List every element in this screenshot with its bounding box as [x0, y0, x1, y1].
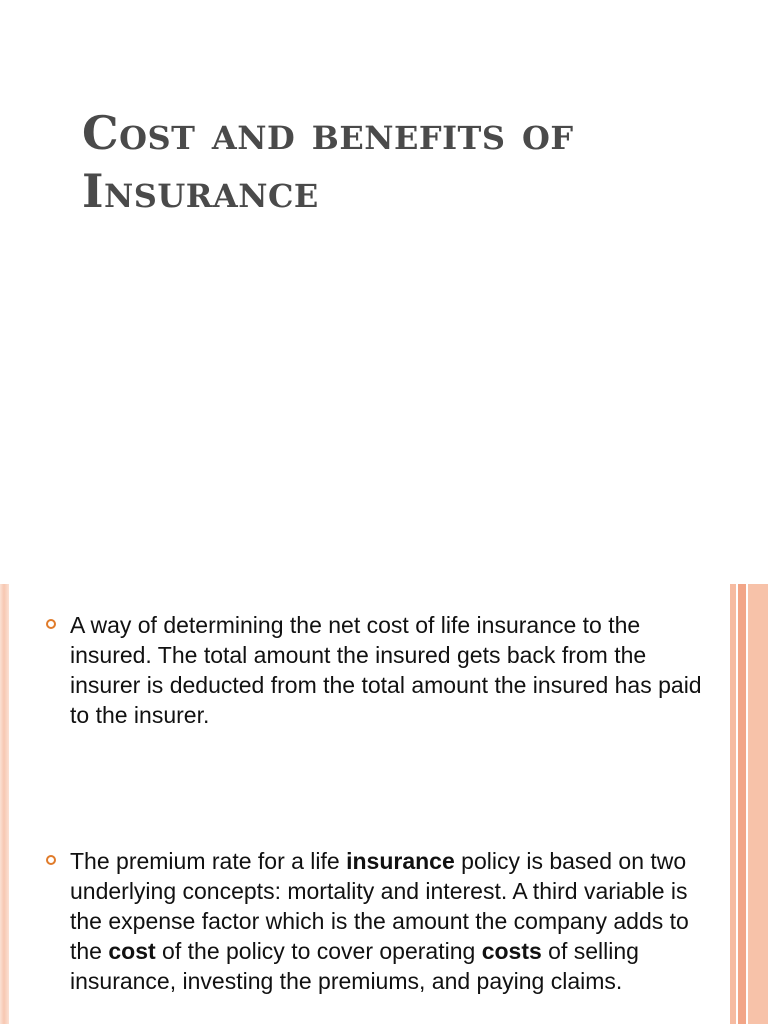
- bullet-item-net-cost: [46, 610, 706, 730]
- bullet-item-premium-rate: [46, 846, 706, 996]
- text-segment: The premium rate for a life: [70, 848, 347, 874]
- right-decorative-stripes: [728, 584, 768, 1024]
- bullet-circle-icon: [46, 619, 56, 629]
- left-decorative-border: [0, 584, 9, 1024]
- text-segment: of selling insurance, investing the premiums, and paying claims.: [70, 938, 639, 994]
- bullet-text: A way of determining the net cost of life insurance to the insured. The total amount the insured gets back from the insurer is deducted from the total amount the insured has paid to the insurer.: [70, 612, 702, 728]
- bold-term-cost: cost: [108, 938, 156, 964]
- text-segment: policy is based on two underlying concepts: mortality and interest. A third variable is the expense factor which is the amount the company adds to the: [70, 848, 689, 964]
- slide-content: [0, 584, 768, 1024]
- bullet-circle-icon: [46, 855, 56, 865]
- bold-term-insurance: insurance: [346, 848, 455, 874]
- slide-title-heading: Cost and benefits of Insurance: [82, 106, 574, 218]
- bold-term-costs: costs: [481, 938, 542, 964]
- bullet-text: [70, 846, 706, 996]
- text-segment: of the policy to cover operating: [155, 938, 482, 964]
